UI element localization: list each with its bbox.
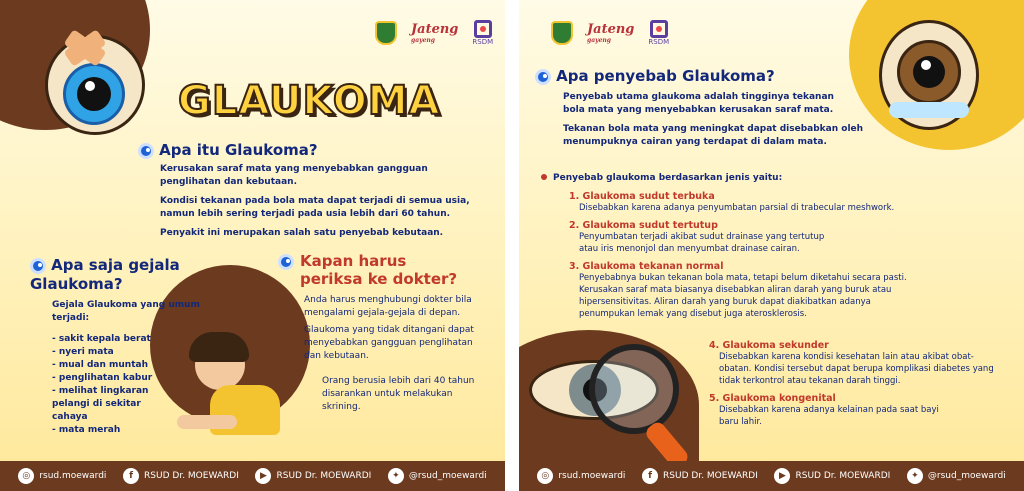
rsdm-mark-icon (474, 20, 492, 38)
cause-heading: Apa penyebab Glaukoma? (535, 66, 865, 85)
rsdm-logo: RSDM (472, 20, 493, 46)
types-section (541, 172, 1001, 320)
symptoms-heading: Apa saja gejala Glaukoma? (30, 256, 180, 293)
cause-section (535, 66, 865, 149)
symptoms-list (52, 333, 172, 437)
facebook-icon: f (642, 468, 658, 484)
youtube-icon: ▶ (255, 468, 271, 484)
what-section (138, 140, 498, 240)
what-p3: Penyakit ini merupakan salah satu penyebab kebutaan. (160, 228, 444, 238)
type-item: 1. Glaukoma sudut terbuka Disebabkan karena adanya penyumbatan parsial di trabecular meshwork. (569, 191, 895, 213)
eye-bullet-icon (30, 258, 46, 274)
list-item: - sakit kepala berat (52, 333, 172, 346)
doctor-p3: Orang berusia lebih dari 40 tahun disarankan untuk melakukan skrining. (322, 376, 475, 412)
symptoms-intro: Gejala Glaukoma yang umum terjadi: (52, 300, 200, 323)
type-item: 5. Glaukoma kongenital Disebabkan karena adanya kelainan pada saat bayi baru lahir. (709, 393, 939, 427)
list-item: - nyeri mata (52, 346, 172, 359)
left-panel (0, 0, 505, 491)
list-item: - mual dan muntah (52, 359, 172, 372)
doctor-section (278, 252, 498, 414)
list-item: - melihat lingkaran pelangi di sekitar cahaya (52, 385, 172, 424)
list-item: - penglihatan kabur (52, 372, 172, 385)
rsdm-logo: RSDM (648, 20, 669, 46)
right-panel (519, 0, 1024, 491)
jateng-logo: Jateng gayeng (411, 22, 459, 44)
page-title: GLAUKOMA (178, 78, 441, 124)
type-item: 4. Glaukoma sekunder Disebabkan karena kondisi kesehatan lain atau akibat obat-obatan. Kondisi tersebut dapat berupa komplikasi diabetes yang tidak terkontrol atau tekanan darah tinggi. (709, 340, 994, 386)
twitter-icon: ✦ (388, 468, 404, 484)
type-item: 3. Glaukoma tekanan normal Penyebabnya bukan tekanan bola mata, tetapi belum diketahui secara pasti. Kerusakan saraf mata biasanya disebabkan aliran darah yang buruk atau hipersensitivitas. Aliran darah yang buruk dapat diakibatkan adanya penumpukan lemak yang disebut juga aterosklerosis. (569, 261, 907, 319)
rsdm-mark-icon (650, 20, 668, 38)
what-heading: Apa itu Glaukoma? (138, 140, 498, 159)
central-java-emblem-icon (551, 21, 573, 45)
type-item: 2. Glaukoma sudut tertutup Penyumbatan terjadi akibat sudut drainase yang tertutup atau iris menonjol dan menyumbat drainase cairan. (569, 220, 825, 254)
twitter-link[interactable]: ✦ @rsud_moewardi (907, 468, 1006, 484)
partner-logos (551, 20, 669, 46)
jateng-logo: Jateng gayeng (587, 22, 635, 44)
facebook-link[interactable]: f RSUD Dr. MOEWARDI (123, 468, 239, 484)
youtube-icon: ▶ (774, 468, 790, 484)
doctor-p2: Glaukoma yang tidak ditangani dapat menyebabkan gangguan penglihatan dan kebutaan. (304, 325, 474, 361)
central-java-emblem-icon (375, 21, 397, 45)
twitter-icon: ✦ (907, 468, 923, 484)
doctor-p1: Anda harus menghubungi dokter bila mengalami gejala-gejala di depan. (304, 295, 472, 318)
instagram-icon: ◎ (18, 468, 34, 484)
social-footer-right (519, 461, 1024, 491)
youtube-link[interactable]: ▶ RSUD Dr. MOEWARDI (774, 468, 890, 484)
cause-p2: Tekanan bola mata yang meningkat dapat disebabkan oleh menumpuknya cairan yang terdapat di dalam mata. (563, 124, 864, 147)
facebook-link[interactable]: f RSUD Dr. MOEWARDI (642, 468, 758, 484)
twitter-link[interactable]: ✦ @rsud_moewardi (388, 468, 487, 484)
eye-bullet-icon (138, 143, 154, 159)
magnifier-eye-illustration (529, 340, 699, 450)
instagram-link[interactable]: ◎ rsud.moewardi (18, 468, 106, 484)
youtube-link[interactable]: ▶ RSUD Dr. MOEWARDI (255, 468, 371, 484)
what-p1: Kerusakan saraf mata yang menyebabkan gangguan penglihatan dan kebutaan. (160, 164, 428, 187)
headache-person-illustration (175, 330, 295, 440)
partner-logos (375, 20, 493, 46)
eye-bullet-icon (278, 254, 294, 270)
cartoon-eye-illustration (45, 35, 155, 145)
doctor-heading: Kapan harus periksa ke dokter? (278, 252, 498, 288)
instagram-icon: ◎ (537, 468, 553, 484)
facebook-icon: f (123, 468, 139, 484)
eye-bullet-icon (535, 69, 551, 85)
cause-p1: Penyebab utama glaukoma adalah tingginya tekanan bola mata yang menyebabkan kerusakan saraf mata. (563, 92, 834, 115)
bullet-dot-icon (541, 174, 547, 180)
instagram-link[interactable]: ◎ rsud.moewardi (537, 468, 625, 484)
what-p2: Kondisi tekanan pada bola mata dapat terjadi di semua usia, namun lebih sering terjadi pada usia lebih dari 60 tahun. (160, 196, 470, 219)
list-item: - mata merah (52, 424, 172, 437)
crying-eye-illustration (879, 20, 989, 150)
social-footer-left (0, 461, 505, 491)
types-intro: Penyebab glaukoma berdasarkan jenis yaitu: (541, 172, 1001, 185)
types-section-lower (709, 340, 1009, 428)
